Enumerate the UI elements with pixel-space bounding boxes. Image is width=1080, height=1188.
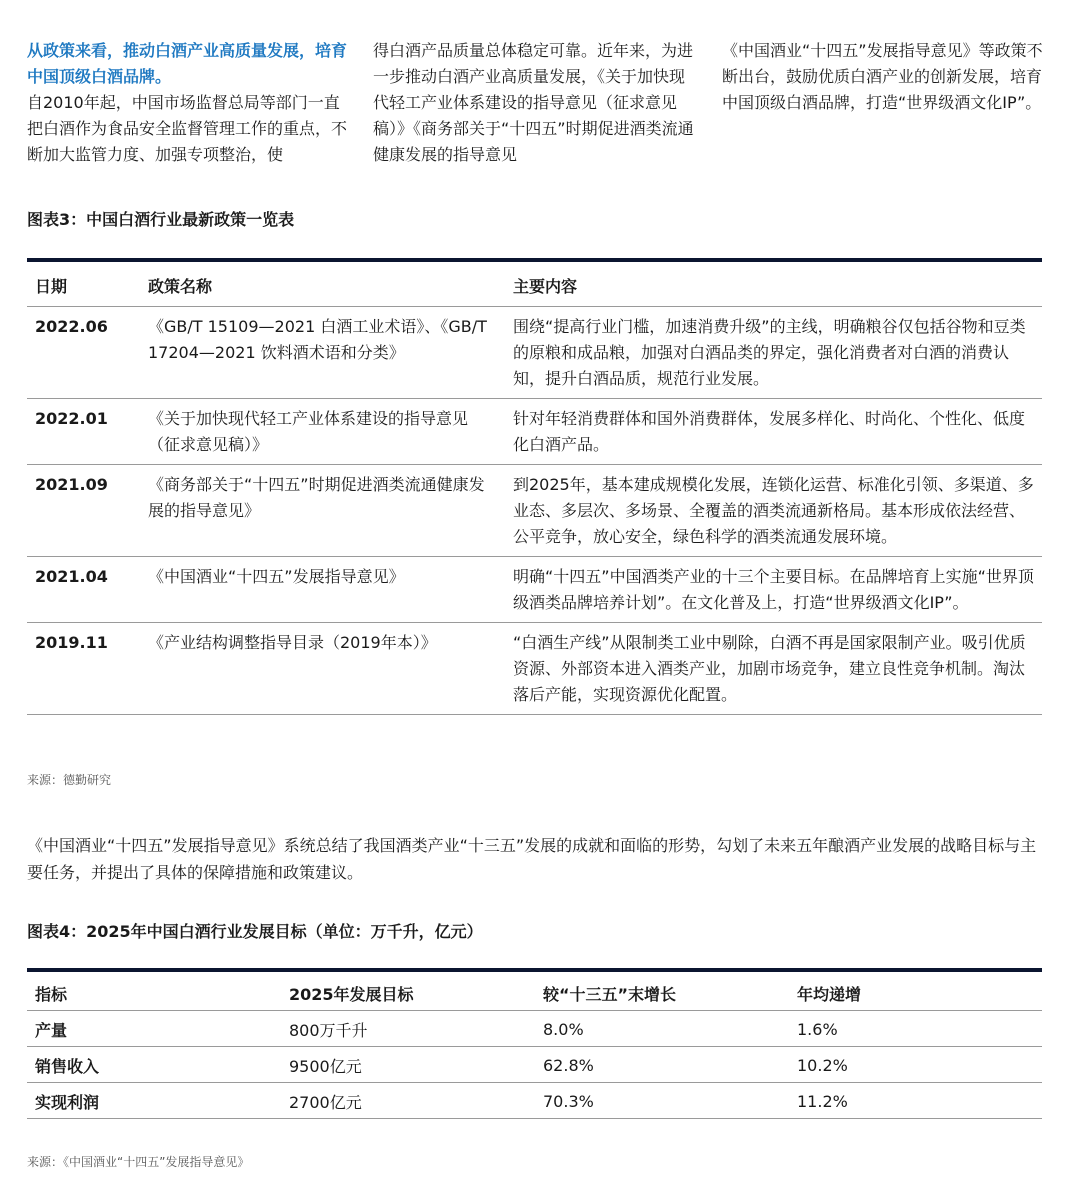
row-indicator: 销售收入 (27, 1047, 281, 1083)
intro-column-3 (722, 38, 1044, 116)
row-growth: 62.8% (535, 1047, 789, 1083)
header-annual: 年均递增 (789, 970, 1042, 1011)
body-paragraph: 《中国酒业“十四五”发展指导意见》系统总结了我国酒类产业“十三五”发展的成就和面临的形势，勾划了未来五年酿酒产业发展的战略目标与主要任务，并提出了具体的保障措施和政策建议。 (27, 836, 1037, 882)
figure4-title: 图表4：2025年中国白酒行业发展目标（单位：万千升，亿元） (27, 922, 483, 941)
row-policy-name: 《商务部关于“十四五”时期促进酒类流通健康发展的指导意见》 (140, 465, 505, 557)
row-content: 到2025年，基本建成规模化发展，连锁化运营、标准化引领、多渠道、多业态、多层次、多场景、全覆盖的酒类流通新格局。基本形成依法经营、公平竞争，放心安全，绿色科学的酒类流通发展环境。 (505, 465, 1042, 557)
header-target: 2025年发展目标 (281, 970, 535, 1011)
row-date: 2022.01 (27, 399, 140, 465)
table-row (27, 623, 1042, 715)
intro-text-3: 《中国酒业“十四五”发展指导意见》等政策不断出台，鼓励优质白酒产业的创新发展，培育中国顶级白酒品牌，打造“世界级酒文化IP”。 (722, 41, 1043, 112)
policy-table (27, 258, 1042, 715)
table-row (27, 399, 1042, 465)
row-growth: 70.3% (535, 1083, 789, 1119)
row-content: 针对年轻消费群体和国外消费群体，发展多样化、时尚化、个性化、低度化白酒产品。 (505, 399, 1042, 465)
table-row (27, 557, 1042, 623)
intro-lead: 从政策来看，推动白酒产业高质量发展，培育中国顶级白酒品牌。 (27, 41, 348, 86)
row-annual: 1.6% (789, 1011, 1042, 1047)
intro-text-2: 得白酒产品质量总体稳定可靠。近年来，为进一步推动白酒产业高质量发展，《关于加快现代轻工产业体系建设的指导意见（征求意见稿）》《商务部关于“十四五”时期促进酒类流通健康发展的指导意见 (373, 41, 694, 164)
header-main-content: 主要内容 (505, 260, 1042, 307)
row-indicator: 产量 (27, 1011, 281, 1047)
row-indicator: 实现利润 (27, 1083, 281, 1119)
target-table (27, 968, 1042, 1119)
row-policy-name: 《中国酒业“十四五”发展指导意见》 (140, 557, 505, 623)
figure3-title: 图表3：中国白酒行业最新政策一览表 (27, 210, 295, 229)
header-date: 日期 (27, 260, 140, 307)
row-policy-name: 《关于加快现代轻工产业体系建设的指导意见（征求意见稿）》 (140, 399, 505, 465)
row-content: 围绕“提高行业门槛，加速消费升级”的主线，明确粮谷仅包括谷物和豆类的原粮和成品粮，加强对白酒品类的界定，强化消费者对白酒的消费认知，提升白酒品质，规范行业发展。 (505, 307, 1042, 399)
row-date: 2022.06 (27, 307, 140, 399)
row-date: 2019.11 (27, 623, 140, 715)
table-row (27, 307, 1042, 399)
header-indicator: 指标 (27, 970, 281, 1011)
table-row (27, 1011, 1042, 1047)
figure4-source: 来源：《中国酒业“十四五”发展指导意见》 (27, 1155, 250, 1169)
row-date: 2021.04 (27, 557, 140, 623)
row-growth: 8.0% (535, 1011, 789, 1047)
row-policy-name: 《产业结构调整指导目录（2019年本）》 (140, 623, 505, 715)
figure3-source: 来源：德勤研究 (27, 773, 112, 787)
intro-column-1 (27, 38, 349, 168)
row-content: “白酒生产线”从限制类工业中剔除，白酒不再是国家限制产业。吸引优质资源、外部资本进入酒类产业，加剧市场竞争，建立良性竞争机制。淘汰落后产能，实现资源优化配置。 (505, 623, 1042, 715)
target-table-header (27, 970, 1042, 1011)
table-row (27, 1047, 1042, 1083)
row-target: 9500亿元 (281, 1047, 535, 1083)
row-content: 明确“十四五”中国酒类产业的十三个主要目标。在品牌培育上实施“世界顶级酒类品牌培养计划”。在文化普及上，打造“世界级酒文化IP”。 (505, 557, 1042, 623)
row-target: 2700亿元 (281, 1083, 535, 1119)
intro-text-1: 自2010年起，中国市场监督总局等部门一直把白酒作为食品安全监督管理工作的重点，不断加大监管力度、加强专项整治，使 (27, 93, 348, 164)
row-annual: 10.2% (789, 1047, 1042, 1083)
header-growth: 较“十三五”末增长 (535, 970, 789, 1011)
intro-column-2 (373, 38, 695, 168)
row-target: 800万千升 (281, 1011, 535, 1047)
policy-table-header (27, 260, 1042, 307)
header-policy-name: 政策名称 (140, 260, 505, 307)
table-row (27, 1083, 1042, 1119)
row-date: 2021.09 (27, 465, 140, 557)
row-annual: 11.2% (789, 1083, 1042, 1119)
row-policy-name: 《GB/T 15109—2021 白酒工业术语》、《GB/T 17204—2021 饮料酒术语和分类》 (140, 307, 505, 399)
table-row (27, 465, 1042, 557)
